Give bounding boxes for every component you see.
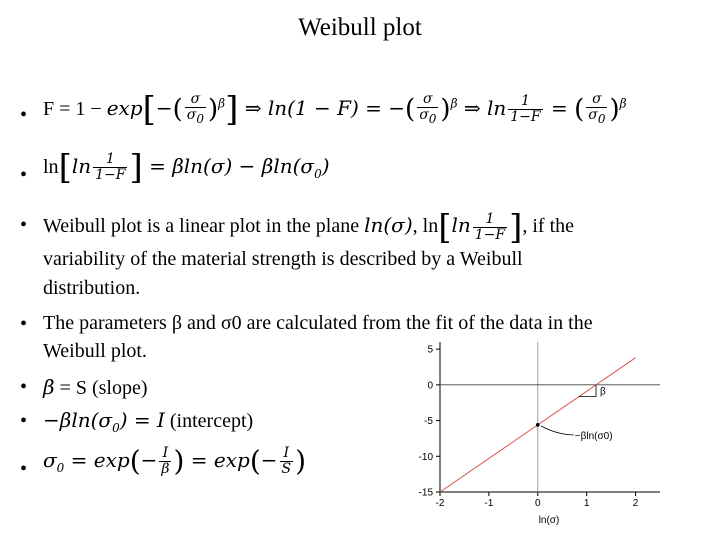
bullet-dot: • bbox=[20, 104, 28, 126]
bullet-text-parameters: The parameters β and σ0 are calculated from the fit of the data in the bbox=[43, 312, 593, 334]
y-tick-label: 5 bbox=[427, 344, 433, 356]
x-tick-label: 1 bbox=[583, 498, 590, 509]
intercept-point bbox=[536, 423, 540, 427]
equation-linearized: ln[ln $\frac{1}{1-F}$ ] = $\beta\ln(\sigma) - \beta\ln(\sigma_0)$ bbox=[43, 147, 330, 188]
intercept-leader-line bbox=[541, 426, 574, 435]
bullet-text-line3: distribution. bbox=[43, 277, 141, 299]
bullet-text-parameters-2: Weibull plot. bbox=[43, 340, 147, 362]
equation-intercept: $-\beta\ln(\sigma_0) = I$ (intercept) bbox=[43, 408, 254, 435]
bullet-dot: • bbox=[20, 458, 28, 480]
slope-label: β bbox=[600, 386, 606, 398]
bullet-dot: • bbox=[20, 164, 28, 186]
y-tick-label: 0 bbox=[427, 380, 433, 392]
y-tick-label: -15 bbox=[418, 487, 433, 499]
equation-sigma0: $\sigma_0 = \exp(-$ $\frac{I}{\beta}$ ) = exp(− $\frac{I}{S}$ ) bbox=[43, 444, 307, 478]
x-tick-label: 2 bbox=[632, 498, 639, 509]
bullet-dot: • bbox=[20, 214, 28, 236]
bullet-text-plane: Weibull plot is a linear plot in the plane ln(σ), ln[ln $\frac{1}{1-F}$ ], if the bbox=[43, 207, 575, 248]
page-title: Weibull plot bbox=[298, 14, 422, 41]
x-tick-label: -1 bbox=[484, 498, 494, 509]
weibull-plot-chart bbox=[390, 330, 690, 540]
bullet-text-line2: variability of the material strength is described by a Weibull bbox=[43, 248, 523, 270]
y-tick-label: -10 bbox=[418, 451, 433, 463]
bullet-dot: • bbox=[20, 376, 28, 398]
x-axis-label: ln(σ) bbox=[538, 515, 560, 526]
bullet-dot: • bbox=[20, 410, 28, 432]
chart-marks bbox=[440, 342, 660, 492]
y-tick-label: -5 bbox=[424, 416, 433, 428]
x-tick-label: 0 bbox=[534, 498, 541, 509]
equation-slope: β = S (slope) bbox=[43, 375, 148, 399]
equation-weibull-cdf: F = 1 − exp[−( $\frac{\sigma}{\sigma_0}$ )$^\beta$] ⇒ ln(1 − F) = −( $\frac{\sigma}{\sigma_0}$ )$^\beta$ ⇒ ln $\frac{1}{1-F}$ = ( $\frac{\sigma}{\sigma_0}$ )$^\beta$ bbox=[43, 89, 627, 130]
x-tick-label: -2 bbox=[435, 498, 445, 509]
intercept-label: −βln(σ0) bbox=[574, 430, 613, 442]
bullet-dot: • bbox=[20, 313, 28, 335]
